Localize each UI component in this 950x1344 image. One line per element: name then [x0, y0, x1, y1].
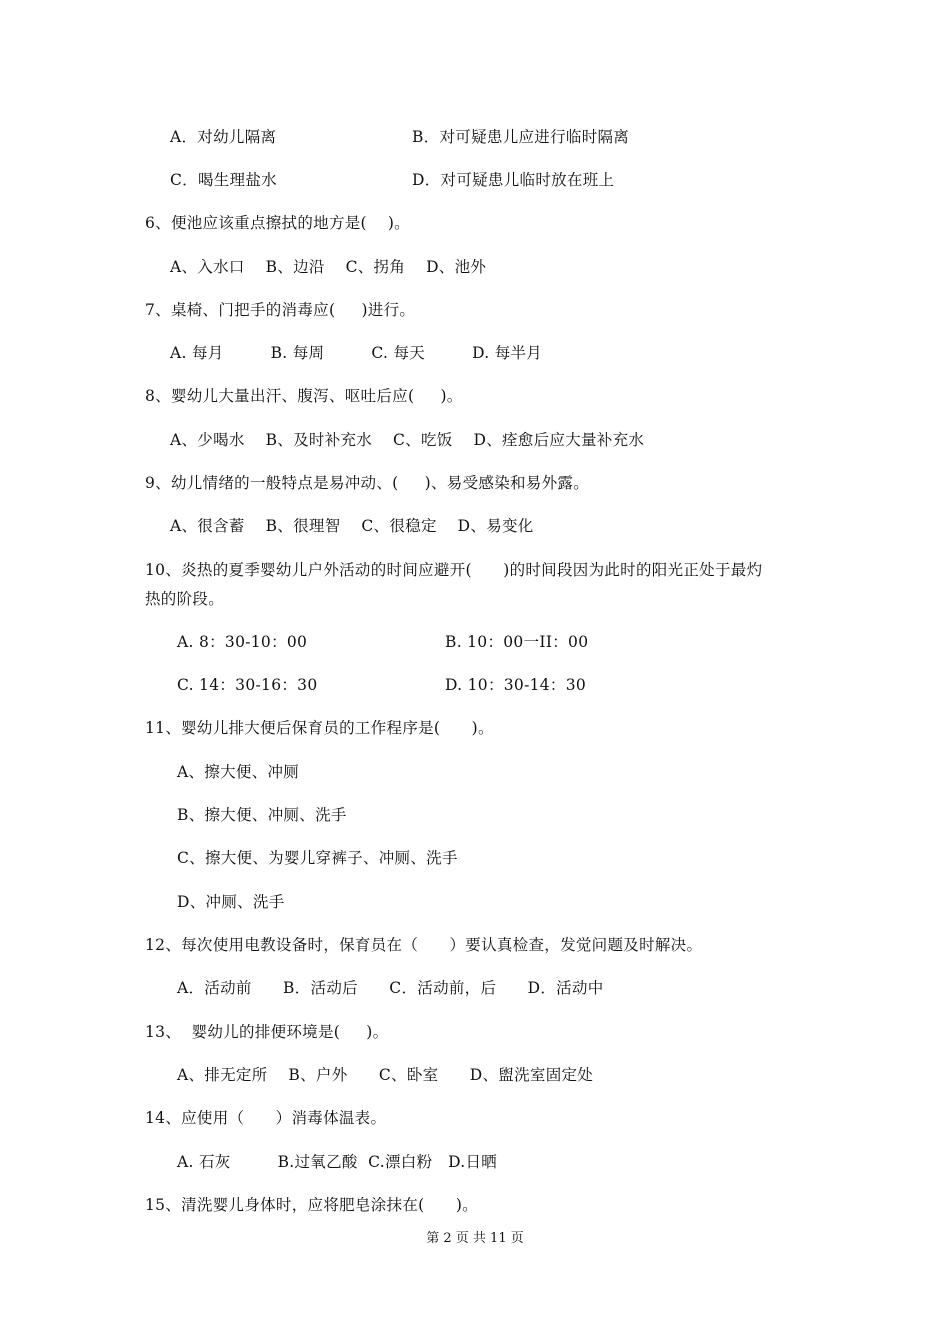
question-6: 6、便池应该重点擦拭的地方是( )。 — [145, 214, 410, 232]
question-10-option-b: B. 10：00一II：00 — [445, 633, 589, 651]
question-10-option-a: A. 8：30-10：00 — [177, 633, 308, 651]
option-line: C．喝生理盐水 — [170, 171, 277, 189]
question-11-option-b: B、擦大便、冲厕、洗手 — [177, 806, 347, 824]
option-line: D．对可疑患儿临时放在班上 — [412, 171, 615, 189]
question-15: 15、清洗婴儿身体时，应将肥皂涂抹在( )。 — [145, 1196, 478, 1214]
question-11-option-c: C、擦大便、为婴儿穿裤子、冲厕、洗手 — [177, 849, 458, 867]
question-11-option-a: A、擦大便、冲厕 — [177, 763, 300, 781]
question-11: 11、婴幼儿排大便后保育员的工作程序是( )。 — [145, 719, 494, 737]
question-11-option-d: D、冲厕、洗手 — [177, 893, 285, 911]
question-9: 9、幼儿情绪的一般特点是易冲动、( )、易受感染和易外露。 — [145, 474, 589, 492]
question-6-options: A、入水口 B、边沿 C、拐角 D、池外 — [170, 258, 487, 276]
page-footer: 第 2 页 共 11 页 — [426, 1231, 524, 1246]
question-12-options: A．活动前 B．活动后 C．活动前，后 D．活动中 — [177, 979, 604, 997]
question-9-options: A、很含蓄 B、很理智 C、很稳定 D、易变化 — [170, 517, 534, 535]
question-10-option-c: C. 14：30-16：30 — [177, 676, 318, 694]
question-12: 12、每次使用电教设备时，保育员在（ ）要认真检查，发觉问题及时解决。 — [145, 936, 703, 954]
option-line: B．对可疑患儿应进行临时隔离 — [412, 128, 630, 146]
question-7: 7、桌椅、门把手的消毒应( )进行。 — [145, 301, 416, 319]
question-13: 13、 婴幼儿的排便环境是( )。 — [145, 1023, 389, 1041]
question-13-options: A、排无定所 B、户外 C、卧室 D、盥洗室固定处 — [177, 1066, 594, 1084]
question-10: 10、炎热的夏季婴幼儿户外活动的时间应避开( )的时间段因为此时的阳光正处于最灼 — [145, 561, 763, 579]
question-7-options: A. 每月 B. 每周 C. 每天 D. 每半月 — [170, 344, 543, 362]
question-14: 14、应使用（ ）消毒体温表。 — [145, 1109, 387, 1127]
question-8: 8、婴幼儿大量出汗、腹泻、呕吐后应( )。 — [145, 387, 463, 405]
question-8-options: A、少喝水 B、及时补充水 C、吃饭 D、痊愈后应大量补充水 — [170, 431, 645, 449]
option-line: A．对幼儿隔离 — [170, 128, 277, 146]
question-14-options: A. 石灰 B.过氧乙酸 C.漂白粉 D.日晒 — [177, 1153, 498, 1171]
question-10-option-d: D. 10：30-14：30 — [445, 676, 587, 694]
question-10-continued: 热的阶段。 — [145, 590, 225, 608]
